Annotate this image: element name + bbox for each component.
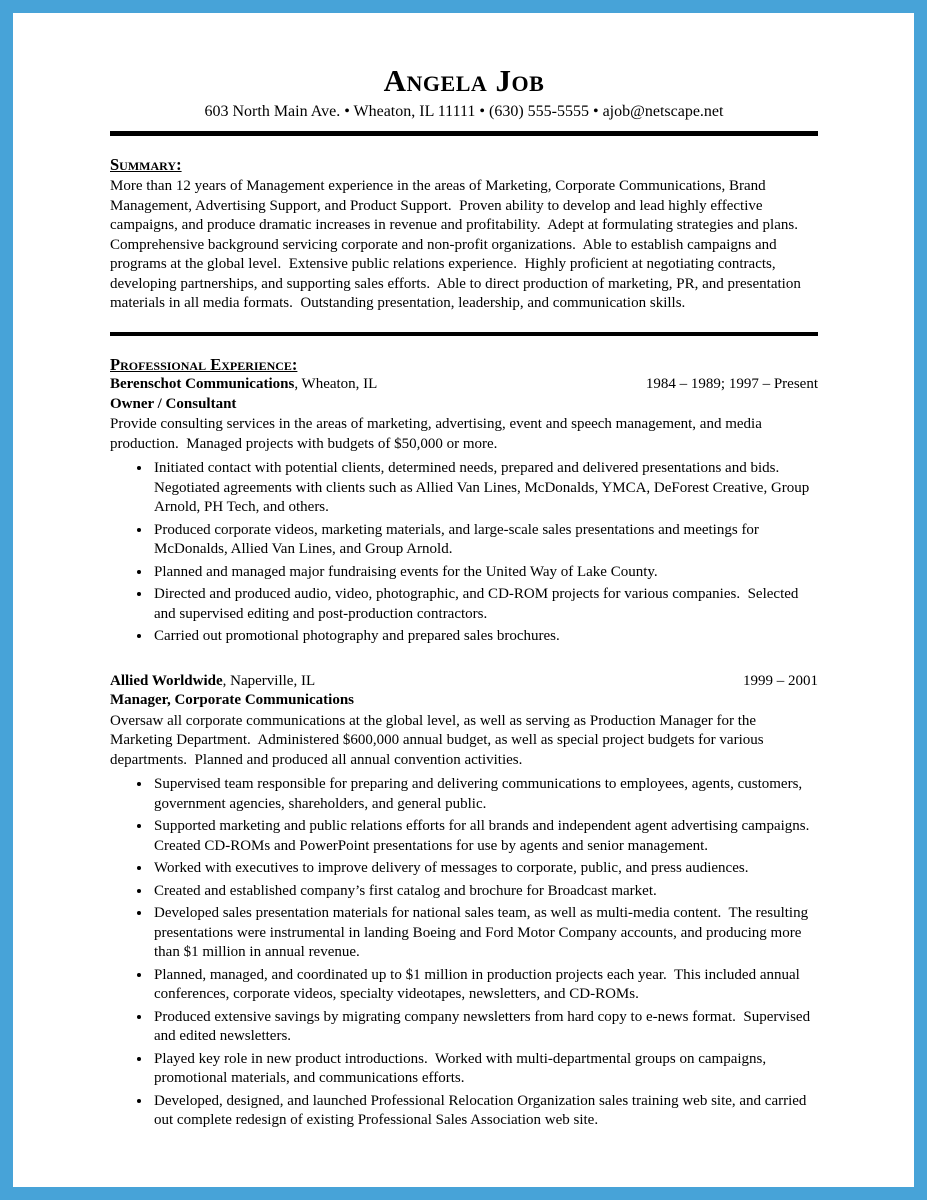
job-title: Owner / Consultant [110,395,237,412]
summary-heading: Summary: [110,154,182,174]
job-description: Provide consulting services in the areas of marketing, advertising, event and speech management, and media production. Managed projects with budgets of $50,000 or more. [110,416,766,452]
resume-header [110,63,818,122]
company-line [110,672,315,692]
bullet-item: • Developed, designed, and launched Professional Relocation Organization sales training web site, and carried out complete redesign of existing Professional Sales Association web site. [152,1092,818,1131]
job-entry [110,672,818,1131]
company-name: Allied Worldwide [110,672,223,689]
bullet-item: • Developed sales presentation materials for national sales team, as well as multi-media content. The resulting presentations were instrumental in landing Boeing and Ford Motor Company accounts, and producing more than $1 million in annual revenue. [152,904,818,963]
bullet-item: • Created and established company’s first catalog and brochure for Broadcast market. [152,882,818,902]
summary-section [110,155,818,314]
company-name: Berenschot Communications [110,376,295,393]
bullet-item: • Planned, managed, and coordinated up to $1 million in production projects each year. This included annual conferences, corporate videos, specialty videotapes, newsletters, and CD-ROMs. [152,966,818,1005]
bullet-item: • Carried out promotional photography and prepared sales brochures. [152,627,818,647]
bullet-item: • Played key role in new product introductions. Worked with multi-departmental groups on campaigns, promotional materials, and communications efforts. [152,1050,818,1089]
bullet-item: • Produced extensive savings by migrating company newsletters from hard copy to e-news format. Supervised and edited newsletters. [152,1008,818,1047]
bullet-list [110,775,818,1131]
job-header-row [110,375,818,395]
bullet-item: • Supported marketing and public relations efforts for all brands and independent agent advertising campaigns. Created CD-ROMs and PowerPoint presentations for use by agents and senior management. [152,817,818,856]
bullet-list [110,459,818,647]
job-entry [110,375,818,647]
company-line [110,375,377,395]
experience-heading: Professional Experience: [110,354,298,374]
bullet-item: • Supervised team responsible for preparing and delivering communications to employees, agents, customers, government agencies, shareholders, and general public. [152,775,818,814]
resume-document [13,13,914,1154]
job-description: Oversaw all corporate communications at the global level, as well as serving as Production Manager for the Marketing Department. Administered $600,000 annual budget, as well as special project budgets for various departments. Planned and produced all annual convention activities. [110,712,768,768]
job-dates: 1999 – 2001 [743,672,818,689]
bullet-item: • Planned and managed major fundraising events for the United Way of Lake County. [152,563,818,583]
contact-line: 603 North Main Ave. • Wheaton, IL 11111 • (630) 555-5555 • ajob@netscape.net [204,102,724,120]
experience-section [110,355,818,1131]
bullet-item: • Initiated contact with potential clients, determined needs, prepared and delivered presentations and bids. Negotiated agreements with clients such as Allied Van Lines, McDonalds, YMCA, DeForest Creative, Group Arnold, PH Tech, and others. [152,459,818,518]
job-dates: 1984 – 1989; 1997 – Present [645,376,818,393]
section-divider [110,332,818,336]
name-heading: Angela Job [383,63,545,98]
header-divider [110,131,818,136]
summary-text: More than 12 years of Management experience in the areas of Marketing, Corporate Communications, Brand Management, Advertising Support, and Product Support. Proven ability to develop and lead highly effective campaigns, and produce dramatic increases in revenue and profitability. Adept at formulating strategies and plans. Comprehensive background servicing corporate and non-profit organizations. Able to establish campaigns and programs at the global level. Extensive public relations experience. Highly proficient at negotiating contracts, developing partnerships, and supporting sales efforts. Able to direct production of marketing, PR, and presentation materials in all media formats. Outstanding presentation, leadership, and communication skills. [110,178,806,312]
job-header-row [110,672,818,692]
bullet-item: • Produced corporate videos, marketing materials, and large-scale sales presentations and meetings for McDonalds, Allied Van Lines, and Group Arnold. [152,521,818,560]
job-title: Manager, Corporate Communications [110,692,355,709]
company-location: , Naperville, IL [222,672,316,689]
bullet-item: • Worked with executives to improve delivery of messages to corporate, public, and press audiences. [152,859,818,879]
bullet-item: • Directed and produced audio, video, photographic, and CD-ROM projects for various companies. Selected and supervised editing and post-production contractors. [152,585,818,624]
company-location: , Wheaton, IL [294,376,378,393]
